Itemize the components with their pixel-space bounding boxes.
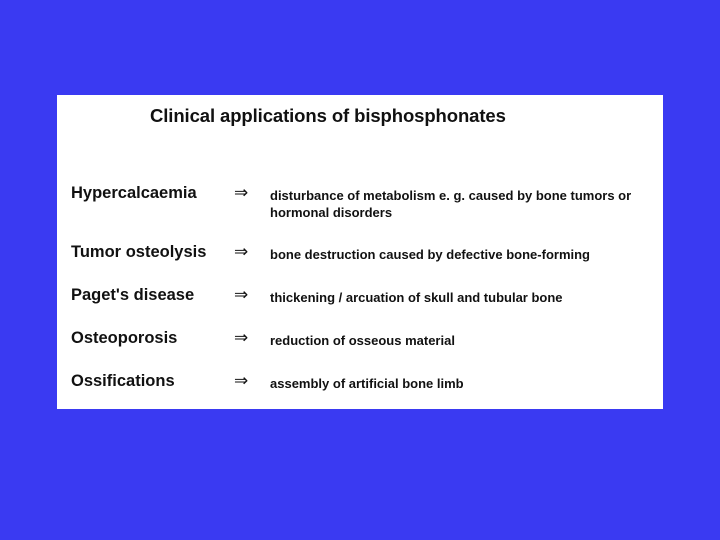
implies-arrow-icon: ⇒ <box>234 371 249 391</box>
implies-arrow-icon: ⇒ <box>234 183 249 203</box>
term-pagets-disease: Paget's disease <box>71 286 195 304</box>
term-osteoporosis: Osteoporosis <box>71 329 178 347</box>
description-ossifications: assembly of artificial bone limb <box>270 376 464 391</box>
slide-panel <box>57 95 663 409</box>
implies-arrow-icon: ⇒ <box>234 285 249 305</box>
term-hypercalcaemia: Hypercalcaemia <box>71 184 197 202</box>
term-ossifications: Ossifications <box>71 372 175 390</box>
implies-arrow-icon: ⇒ <box>234 242 249 262</box>
description-hypercalcaemia: disturbance of metabolism e. g. caused by bone tumors or hormonal disorders <box>270 188 632 220</box>
implies-arrow-icon: ⇒ <box>234 328 249 348</box>
term-tumor-osteolysis: Tumor osteolysis <box>71 243 207 261</box>
description-pagets-disease: thickening / arcuation of skull and tubular bone <box>270 290 563 305</box>
slide-title: Clinical applications of bisphosphonates <box>150 105 506 126</box>
description-tumor-osteolysis: bone destruction caused by defective bone-forming <box>270 247 590 262</box>
description-osteoporosis: reduction of osseous material <box>270 333 455 348</box>
